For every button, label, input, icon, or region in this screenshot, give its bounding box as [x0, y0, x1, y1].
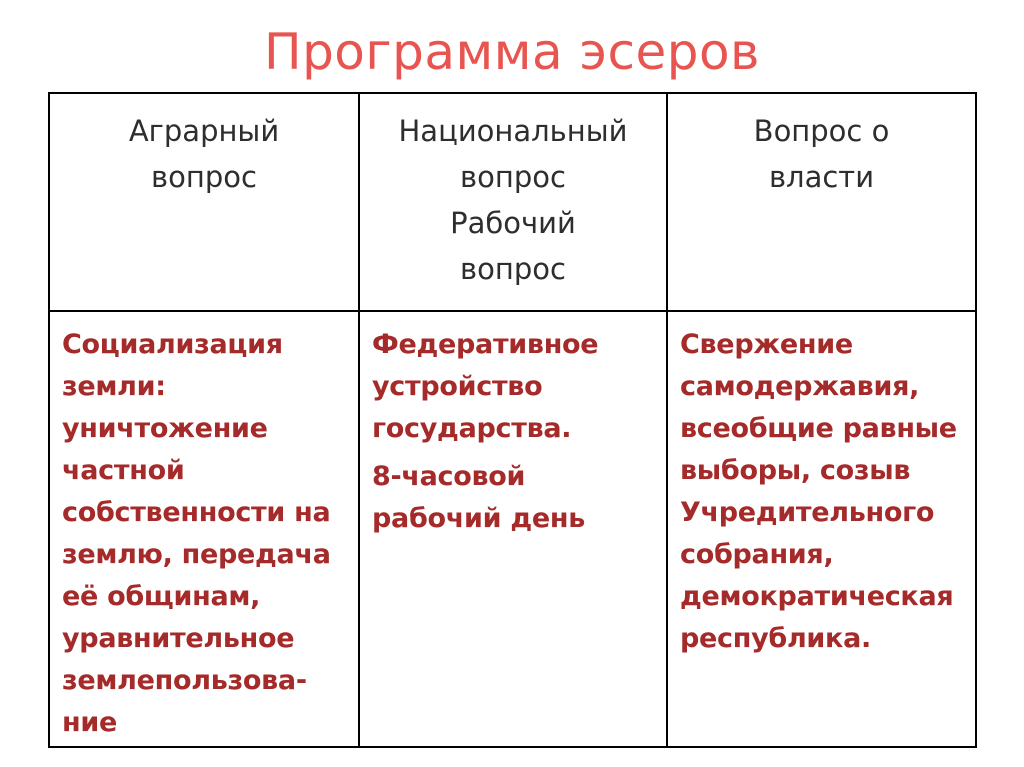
header-text: Аграрный: [128, 114, 280, 148]
cell-text: её общинам,: [62, 581, 261, 612]
cell-text: Социализация: [62, 329, 283, 360]
header-text: Национальный: [398, 114, 628, 148]
cell-text: выборы, созыв: [680, 455, 911, 486]
cell-text: землю, передача: [62, 539, 331, 570]
header-text: вопрос: [151, 160, 257, 194]
cell-text: демократическая: [680, 581, 954, 612]
body-cell-national: [359, 311, 667, 747]
cell-text: частной: [62, 455, 185, 486]
header-text: власти: [768, 160, 875, 194]
cell-text: государства.: [372, 413, 572, 444]
slide-title: Программа эсеров: [263, 23, 761, 81]
cell-text: Федеративное: [372, 329, 599, 360]
program-table: [48, 92, 977, 748]
cell-text: республика.: [680, 623, 871, 654]
header-text: вопрос: [460, 160, 566, 194]
cell-text: земли:: [62, 371, 166, 402]
cell-text: устройство: [372, 371, 543, 402]
cell-text: самодержавия,: [680, 371, 920, 402]
cell-text: ние: [62, 707, 117, 738]
header-text: вопрос: [460, 252, 566, 286]
header-cell-agrarian: [49, 93, 359, 311]
cell-text: землепользова-: [62, 665, 307, 696]
header-text: Рабочий: [450, 206, 576, 240]
header-text: Вопрос о: [753, 114, 890, 148]
header-row: [49, 93, 976, 311]
body-cell-agrarian: [49, 311, 359, 747]
cell-text: Учредительного: [680, 497, 935, 528]
cell-text: собрания,: [680, 539, 834, 570]
cell-text: собственности на: [62, 497, 331, 528]
cell-text: уравнительное: [62, 623, 295, 654]
header-cell-national: [359, 93, 667, 311]
cell-text: 8-часовой: [372, 461, 526, 492]
cell-text: уничтожение: [62, 413, 268, 444]
cell-text: рабочий день: [372, 503, 585, 534]
header-cell-power: [667, 93, 976, 311]
body-row: [49, 311, 976, 747]
body-cell-power: [667, 311, 976, 747]
cell-text: всеобщие равные: [680, 413, 957, 444]
cell-text: Свержение: [680, 329, 853, 360]
